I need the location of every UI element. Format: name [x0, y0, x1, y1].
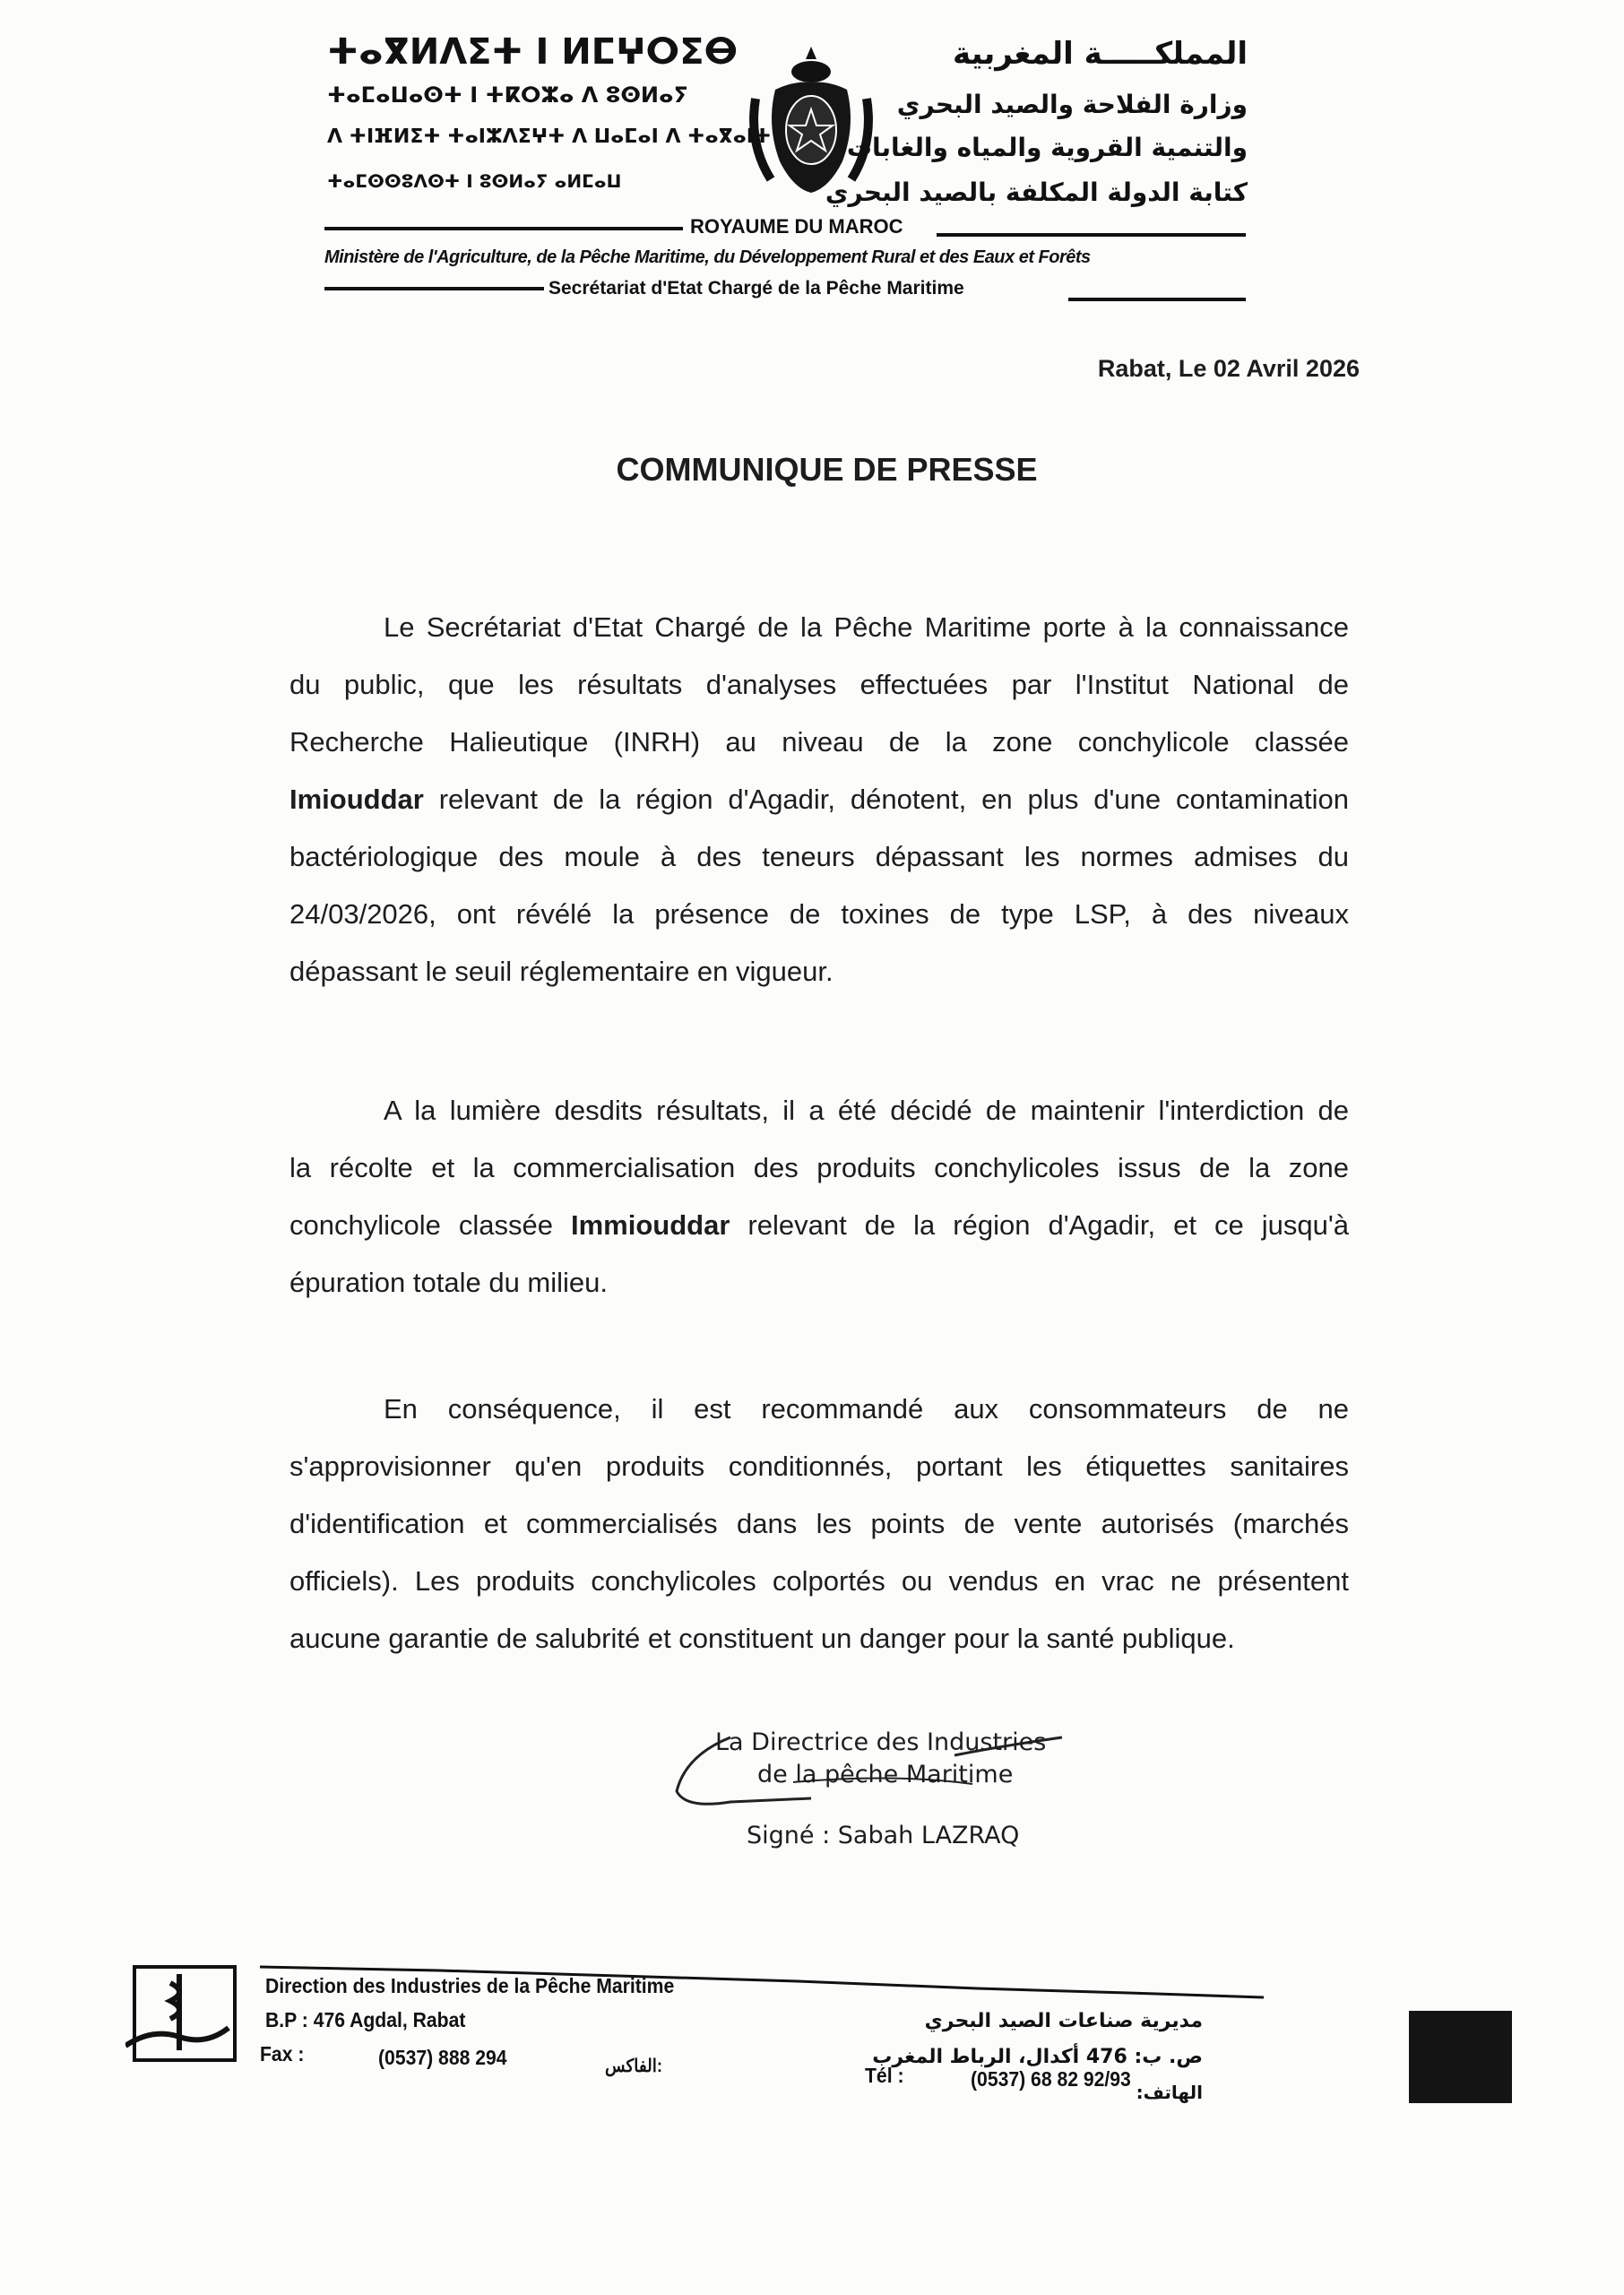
- ministry-label: Ministère de l'Agriculture, de la Pêche Maritime, du Développement Rural et des Eaux et Forêts: [324, 247, 1091, 267]
- footer-direction: Direction des Industries de la Pêche Maritime: [265, 1974, 675, 1997]
- text-line: [289, 1254, 1349, 1312]
- footer-logo-left-icon: [125, 1965, 238, 2064]
- text-segment: aucune garantie de salubrité et constituent un danger pour la santé publique.: [289, 1623, 1235, 1654]
- text-segment: épuration totale du milieu.: [289, 1267, 609, 1298]
- footer-tel-label: Tél :: [865, 2064, 904, 2087]
- zone-name: Immiouddar: [570, 1209, 730, 1241]
- text-segment: s'approvisionner qu'en produits conditionnés, portant les étiquettes sanitaires: [289, 1451, 1349, 1482]
- footer-fax-label: Fax :: [260, 2042, 305, 2066]
- text-segment: d'identification et commercialisés dans les points de vente autorisés (marchés: [289, 1508, 1349, 1539]
- text-segment: du public, que les résultats d'analyses effectuées par l'Institut National de: [289, 669, 1349, 700]
- text-segment: relevant de la région d'Agadir, et ce jusqu'à: [730, 1209, 1349, 1241]
- text-line: [289, 1553, 1349, 1610]
- arabic-secretariat: كتابة الدولة المكلفة بالصيد البحري: [825, 178, 1248, 207]
- arabic-ministry-1: وزارة الفلاحة والصيد البحري: [896, 90, 1248, 119]
- footer-tel-label-ar: الهاتف:: [1136, 2082, 1203, 2103]
- tifinagh-secretariat: ⵜⴰⵎⵙⵙⵓⴷⵙⵜ ⵏ ⵓⵙⵍⴰⵢ ⴰⵍⵎⴰⵡ: [327, 170, 622, 192]
- document-date: Rabat, Le 02 Avril 2026: [1097, 355, 1360, 382]
- text-line: [289, 1082, 1349, 1139]
- footer-fax-label-ar: الفاكس:: [605, 2057, 662, 2076]
- footer-tel: (0537) 68 82 92/93: [971, 2067, 1131, 2091]
- text-line: [289, 1438, 1349, 1495]
- secretariat-rule-right: [1068, 298, 1246, 301]
- zone-name: Imiouddar: [289, 784, 424, 815]
- signatory-title-line2: de la pêche Maritime: [757, 1761, 1014, 1788]
- signatory-name: Signé : Sabah LAZRAQ: [747, 1822, 1020, 1849]
- document-title: COMMUNIQUE DE PRESSE: [616, 451, 1038, 488]
- text-segment: la récolte et la commercialisation des produits conchylicoles issus de la zone: [289, 1152, 1349, 1183]
- text-segment: En conséquence, il est recommandé aux consommateurs de ne: [384, 1393, 1349, 1425]
- footer-fax: (0537) 888 294: [378, 2046, 507, 2069]
- text-line: [289, 771, 1349, 828]
- text-line: [289, 1610, 1349, 1667]
- tifinagh-ministry-2: ⴷ ⵜⵏⴼⵍⵉⵜ ⵜⴰⵏⵣⴷⵉⵖⵜ ⴷ ⵡⴰⵎⴰⵏ ⴷ ⵜⴰⴳⴰⵏⵜ: [327, 126, 772, 148]
- paragraph-2: [289, 1082, 1349, 1312]
- footer-logo-right-icon: [1409, 2011, 1512, 2103]
- text-segment: Le Secrétariat d'Etat Chargé de la Pêche Maritime porte à la connaissance: [384, 611, 1349, 643]
- text-segment: relevant de la région d'Agadir, dénotent, en plus d'une contamination: [423, 784, 1349, 815]
- text-segment: 24/03/2026, ont révélé la présence de toxines de type LSP, à des niveaux: [289, 898, 1349, 930]
- paragraph-3: [289, 1381, 1349, 1667]
- secretariat-rule-left: [324, 287, 544, 290]
- text-line: [289, 943, 1349, 1000]
- royal-emblem-icon: [748, 45, 874, 197]
- arabic-ministry-2: والتنمية القروية والمياه والغابات: [846, 133, 1248, 162]
- header-rule-right: [937, 233, 1246, 237]
- text-line: [289, 656, 1349, 714]
- arabic-kingdom: المملكـــــة المغربية: [952, 36, 1248, 72]
- text-line: [289, 714, 1349, 771]
- text-line: [289, 886, 1349, 943]
- text-line: [289, 599, 1349, 656]
- text-line: [289, 1381, 1349, 1438]
- signatory-title-line1: La Directrice des Industries: [715, 1728, 1047, 1756]
- footer-direction-ar: مديرية صناعات الصيد البحري: [924, 2010, 1203, 2032]
- text-segment: dépassant le seuil réglementaire en vigueur.: [289, 956, 834, 987]
- header-rule-left: [324, 227, 683, 230]
- text-line: [289, 1495, 1349, 1553]
- text-segment: bactériologique des moule à des teneurs dépassant les normes admises du: [289, 841, 1349, 872]
- text-line: [289, 1197, 1349, 1254]
- text-segment: officiels). Les produits conchylicoles colportés ou vendus en vrac ne présentent: [289, 1565, 1349, 1597]
- text-segment: conchylicole classée: [289, 1209, 571, 1241]
- tifinagh-kingdom: ⵜⴰⴳⵍⴷⵉⵜ ⵏ ⵍⵎⵖⵔⵉⴱ: [327, 31, 739, 73]
- text-segment: A la lumière desdits résultats, il a été décidé de maintenir l'interdiction de: [384, 1095, 1349, 1126]
- paragraph-1: [289, 599, 1349, 1000]
- footer-bp-ar: ص. ب: 476 أكدال، الرباط المغرب: [872, 2046, 1203, 2068]
- text-segment: Recherche Halieutique (INRH) au niveau de la zone conchylicole classée: [289, 726, 1349, 758]
- text-line: [289, 1139, 1349, 1197]
- secretariat-label: Secrétariat d'Etat Chargé de la Pêche Maritime: [549, 278, 964, 299]
- footer-bp: B.P : 476 Agdal, Rabat: [265, 2008, 466, 2031]
- kingdom-label: ROYAUME DU MAROC: [690, 215, 903, 238]
- text-line: [289, 828, 1349, 886]
- tifinagh-ministry-1: ⵜⴰⵎⴰⵡⴰⵙⵜ ⵏ ⵜⴽⵔⵣⴰ ⴷ ⵓⵙⵍⴰⵢ: [327, 82, 688, 108]
